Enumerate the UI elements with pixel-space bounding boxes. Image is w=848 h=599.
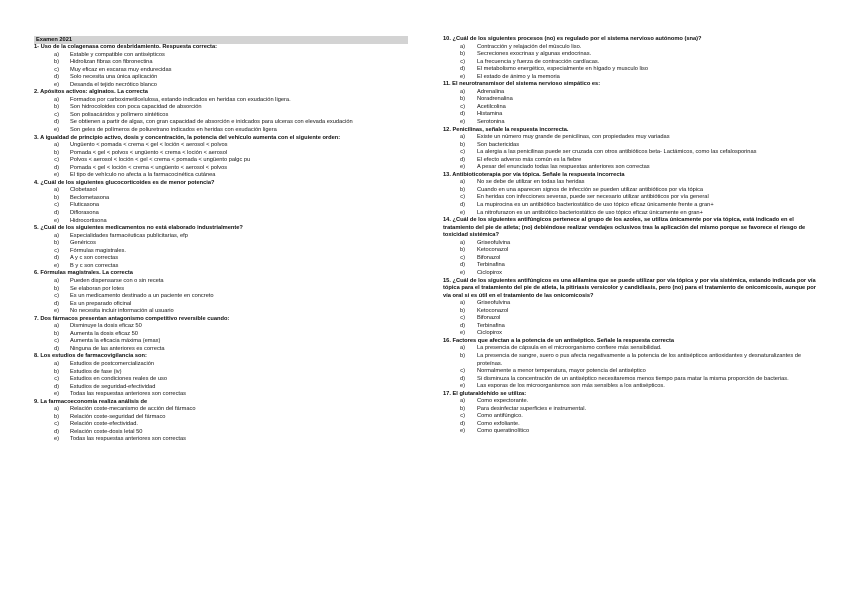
- option-letter: d): [459, 375, 465, 382]
- option-text: Ketoconazol: [477, 247, 509, 254]
- option-letter: c): [460, 368, 465, 375]
- option-text: Bifonazol: [477, 315, 501, 322]
- option-text: Ninguna de las anteriores es correcta: [70, 345, 165, 352]
- option-letter: c): [460, 194, 465, 201]
- answer-option: [443, 376, 817, 384]
- option-letter: a): [53, 232, 59, 239]
- option-text: No se debe de utilizar en todas las heridas: [477, 179, 585, 186]
- option-text: Especialidades farmacéuticas publicitarias, efp: [70, 232, 188, 239]
- option-text: Griseofulvina: [477, 300, 511, 307]
- option-letter: c): [460, 413, 465, 420]
- answer-option: [34, 233, 408, 241]
- answer-option: [34, 331, 408, 339]
- option-letter: d): [459, 262, 465, 269]
- answer-option: [34, 406, 408, 414]
- option-text: Desanda el tejido necrótico blanco: [70, 81, 157, 88]
- question-text: 5. ¿Cuál de los siguientes medicamentos no está elaborado industrialmente?: [34, 225, 243, 232]
- option-letter: a): [53, 96, 59, 103]
- option-letter: a): [459, 398, 465, 405]
- answer-option: [34, 384, 408, 392]
- option-text: La frecuencia y fuerza de contracción cardíacas.: [477, 58, 600, 65]
- option-text: Terbinafina: [477, 262, 505, 269]
- option-letter: d): [459, 156, 465, 163]
- option-letter: a): [459, 43, 465, 50]
- option-letter: b): [459, 141, 465, 148]
- answer-option: [34, 369, 408, 377]
- answer-option: [443, 353, 817, 368]
- option-letter: c): [460, 315, 465, 322]
- option-letter: e): [53, 127, 59, 134]
- option-text: Como queratinolítico: [477, 428, 530, 435]
- option-text: Estudios de seguridad-efectividad: [70, 383, 156, 390]
- answer-option: [34, 127, 408, 135]
- option-text: Terbinafina: [477, 322, 505, 329]
- answer-option: [443, 255, 817, 263]
- answer-option: [34, 308, 408, 316]
- answer-option: [443, 300, 817, 308]
- option-letter: a): [53, 323, 59, 330]
- option-text: No necesita incluir información al usuario: [70, 308, 174, 315]
- option-letter: b): [459, 247, 465, 254]
- option-letter: d): [53, 300, 59, 307]
- option-letter: e): [459, 428, 465, 435]
- option-text: El estado de ánimo y la memoria: [477, 73, 560, 80]
- answer-option: [34, 293, 408, 301]
- answer-option: [443, 413, 817, 421]
- option-letter: c): [460, 103, 465, 110]
- question-text: 7. Dos fármacos presentan antagonismo competitivo reversible cuando:: [34, 315, 230, 322]
- answer-option: [34, 263, 408, 271]
- answer-option: [34, 429, 408, 437]
- answer-option: [443, 398, 817, 406]
- right-question-list: [443, 36, 817, 436]
- option-text: Hidrolizan fibras con fibronectina: [70, 59, 153, 66]
- option-letter: c): [54, 247, 59, 254]
- option-text: La alergia a las penicilinas puede ser cruzada con otros antibióticos beta- Lactámicos, como las cefalosporinas: [477, 149, 757, 156]
- question-text: 1- Uso de la colagenasa como desbridamiento. Respuesta correcta:: [34, 44, 218, 50]
- option-letter: c): [54, 66, 59, 73]
- option-text: Ciclopirox: [477, 269, 502, 276]
- left-column: [34, 36, 408, 444]
- option-letter: e): [53, 262, 59, 269]
- answer-option: [34, 74, 408, 82]
- answer-option: [34, 361, 408, 369]
- option-letter: c): [54, 376, 59, 383]
- answer-option: [443, 194, 817, 202]
- answer-option: [34, 278, 408, 286]
- answer-option: [34, 104, 408, 112]
- question-text: 17. El glutaraldehído se utiliza:: [443, 390, 527, 397]
- option-text: Adrenalina: [477, 88, 505, 95]
- option-text: B y c son correctas: [70, 262, 119, 269]
- option-letter: b): [53, 104, 59, 111]
- answer-option: [34, 157, 408, 165]
- answer-option: [34, 172, 408, 180]
- option-text: A y c son correctas: [70, 255, 119, 262]
- answer-option: [443, 44, 817, 52]
- option-text: Es un medicamento destinado a un paciente en concreto: [70, 293, 214, 300]
- question-text: 15. ¿Cuál de los siguientes antifúngicos es una alilamina que se puede utilizar por vía tópica y por vía sistémica, estando indicada por vía tópica para el tratamiento del pie de atleta, la pitiriasis versicolor y candidiasis, pero (no) para el tratamiento de onicomicosis, aunque por vía oral si es útil en el tratamiento de las onicomicosis?: [443, 277, 816, 299]
- question-text: 10. ¿Cuál de los siguientes procesos (no) es regulado por el sistema nervioso autónomo (sna)?: [443, 36, 702, 42]
- option-text: Pueden dispensarse con o sin receta: [70, 277, 164, 284]
- option-letter: b): [53, 285, 59, 292]
- option-text: El tipo de vehículo no afecta a la farmacocinética cutánea: [70, 172, 216, 179]
- answer-option: [443, 406, 817, 414]
- answer-option: [443, 421, 817, 429]
- answer-option: [443, 96, 817, 104]
- option-text: Como exfoliante.: [477, 420, 520, 427]
- option-text: El efecto adverso más común es la fiebre: [477, 156, 582, 163]
- answer-option: [34, 150, 408, 158]
- option-letter: c): [54, 202, 59, 209]
- option-letter: e): [53, 81, 59, 88]
- option-letter: c): [54, 338, 59, 345]
- question-text: 6. Fórmulas magistrales. La correcta: [34, 270, 133, 277]
- answer-option: [443, 428, 817, 436]
- option-text: Ketoconazol: [477, 307, 509, 314]
- option-letter: b): [53, 149, 59, 156]
- option-letter: e): [53, 217, 59, 224]
- option-letter: b): [459, 51, 465, 58]
- answer-option: [34, 286, 408, 294]
- answer-option: [443, 59, 817, 67]
- answer-option: [34, 391, 408, 399]
- answer-option: [443, 111, 817, 119]
- question-text: 2. Apósitos activos: alginatos. La correcta: [34, 89, 148, 96]
- option-text: A pesar del enunciado todas las respuestas anteriores son correctas: [477, 164, 650, 171]
- answer-option: [443, 74, 817, 82]
- option-letter: e): [53, 172, 59, 179]
- answer-option: [443, 345, 817, 353]
- answer-option: [34, 67, 408, 75]
- answer-option: [34, 301, 408, 309]
- option-text: Relación coste-mecanismo de acción del fármaco: [70, 406, 196, 413]
- answer-option: [34, 82, 408, 90]
- option-text: La nitrofurazon es un antibiótico bacteriostático de uso tópico eficaz únicamente en gran+: [477, 209, 703, 216]
- option-text: Hidrocortisona: [70, 217, 107, 224]
- option-text: Se elaboran por lotes: [70, 285, 125, 292]
- option-text: Todas las respuestas anteriores son correctas: [70, 391, 187, 398]
- option-letter: c): [54, 293, 59, 300]
- option-letter: d): [459, 322, 465, 329]
- option-letter: e): [53, 391, 59, 398]
- answer-option: [34, 59, 408, 67]
- answer-option: [443, 330, 817, 338]
- answer-option: [443, 202, 817, 210]
- answer-option: [34, 248, 408, 256]
- answer-option: [443, 119, 817, 127]
- option-letter: e): [459, 119, 465, 126]
- option-text: Acetilcolina: [477, 103, 506, 110]
- question-text: 4. ¿Cuál de los siguientes glucocorticoides es de menor potencia?: [34, 179, 215, 186]
- answer-option: [34, 346, 408, 354]
- option-letter: b): [53, 413, 59, 420]
- question-text: 12. Penicilinas, señale la respuesta incorrecta.: [443, 126, 569, 133]
- option-text: Fórmulas magistrales.: [70, 247, 126, 254]
- option-letter: a): [53, 277, 59, 284]
- option-text: Formados por carboximetilcelulosa, estando indicados en heridas con exudación ligera.: [70, 96, 291, 103]
- option-letter: d): [53, 210, 59, 217]
- option-letter: d): [53, 119, 59, 126]
- answer-option: [34, 119, 408, 127]
- option-letter: b): [53, 330, 59, 337]
- option-text: Disminuye la dosis eficaz 50: [70, 323, 142, 330]
- option-letter: e): [459, 269, 465, 276]
- option-text: Son geles de polímeros de poliuretrano indicados en heridas con exudación ligera: [70, 127, 277, 134]
- answer-option: [34, 202, 408, 210]
- answer-option: [443, 247, 817, 255]
- option-letter: b): [459, 352, 465, 359]
- option-letter: a): [53, 360, 59, 367]
- answer-option: [443, 149, 817, 157]
- option-text: Contracción y relajación del músculo liso.: [477, 43, 582, 50]
- option-letter: e): [53, 308, 59, 315]
- option-letter: c): [460, 254, 465, 261]
- option-text: Estable y compatible con antisépticos: [70, 51, 165, 58]
- answer-option: [443, 187, 817, 195]
- option-letter: d): [53, 255, 59, 262]
- answer-option: [443, 142, 817, 150]
- answer-option: [443, 51, 817, 59]
- option-letter: d): [53, 345, 59, 352]
- answer-option: [34, 52, 408, 60]
- option-letter: e): [53, 436, 59, 443]
- option-letter: e): [459, 209, 465, 216]
- option-letter: a): [459, 179, 465, 186]
- option-text: Noradrenalina: [477, 96, 513, 103]
- option-text: Aumenta la dosis eficaz 50: [70, 330, 138, 337]
- answer-option: [443, 240, 817, 248]
- answer-option: [34, 187, 408, 195]
- option-text: Estudios de postcomercialización: [70, 360, 155, 367]
- answer-option: [443, 368, 817, 376]
- option-text: Normalmente a menor temperatura, mayor potencia del antiséptico: [477, 368, 646, 375]
- option-letter: d): [459, 66, 465, 73]
- option-letter: a): [53, 187, 59, 194]
- answer-option: [34, 97, 408, 105]
- answer-option: [443, 134, 817, 142]
- option-text: Aumenta la eficacia máxima (emax): [70, 338, 161, 345]
- left-question-list: [34, 44, 408, 444]
- option-text: El metabolismo energético, especialmente en hígado y musculo liso: [477, 66, 649, 73]
- option-text: Son bactericidas: [477, 141, 520, 148]
- answer-option: [34, 338, 408, 346]
- option-text: Griseofulvina: [477, 239, 511, 246]
- option-letter: c): [54, 421, 59, 428]
- option-text: Todas las respuestas anteriores son correctas: [70, 436, 187, 443]
- answer-option: [443, 164, 817, 172]
- option-letter: d): [459, 202, 465, 209]
- option-text: Para desinfectar superficies e instrumental.: [477, 405, 587, 412]
- option-letter: c): [460, 58, 465, 65]
- option-text: Estudios de fase (iv): [70, 368, 122, 375]
- option-text: Es un preparado oficinal: [70, 300, 132, 307]
- answer-option: [34, 421, 408, 429]
- answer-option: [34, 210, 408, 218]
- option-text: Diflorasona: [70, 210, 99, 217]
- question-text: 16. Factores que afectan a la potencia de un antiséptico. Señale la respuesta correcta: [443, 337, 675, 344]
- option-letter: a): [53, 406, 59, 413]
- option-letter: e): [459, 383, 465, 390]
- answer-option: [34, 255, 408, 263]
- option-text: Las esporas de los microorganismos son más sensibles a los antisépticos.: [477, 383, 665, 390]
- option-text: Pomada < gel < loción < crema < ungüento < aerosol < polvos: [70, 164, 228, 171]
- answer-option: [34, 323, 408, 331]
- option-letter: c): [54, 157, 59, 164]
- answer-option: [34, 112, 408, 120]
- option-letter: a): [459, 345, 465, 352]
- option-text: Polvos < aerosol < loción < gel < crema < pomada < ungüento palgc pu: [70, 157, 251, 164]
- question-text: 8. Los estudios de farmacovigilancia son:: [34, 353, 147, 360]
- answer-option: [34, 165, 408, 173]
- option-letter: b): [459, 307, 465, 314]
- option-text: Ciclopirox: [477, 330, 502, 337]
- answer-option: [443, 383, 817, 391]
- option-text: Relación coste-efectividad.: [70, 421, 138, 428]
- option-text: La presencia de sangre, suero o pus afecta negativamente a la potencia de los antisépticos antioxidantes y desnaturalizantes de proteínas.: [477, 352, 802, 367]
- option-text: Son polisacáridos y polímero sintéticos: [70, 111, 169, 118]
- option-text: Bifonazol: [477, 254, 501, 261]
- option-text: Fluticasona: [70, 202, 100, 209]
- option-text: Ungüento < pomada < crema < gel < loción < aerosol < polvos: [70, 142, 228, 149]
- option-text: Relación coste-seguridad del fármaco: [70, 413, 166, 420]
- option-letter: e): [459, 73, 465, 80]
- option-text: Serotonina: [477, 119, 505, 126]
- option-text: Secreciones exocrinas y algunas endocrinas.: [477, 51, 592, 58]
- option-letter: a): [459, 88, 465, 95]
- option-letter: a): [459, 239, 465, 246]
- option-text: Si disminuza la concentración de un antiséptico necesitaremos menos tiempo para matar la misma proporción de bacterias.: [477, 375, 789, 382]
- answer-option: [443, 157, 817, 165]
- option-letter: b): [459, 186, 465, 193]
- answer-option: [34, 195, 408, 203]
- option-text: Como expectorante.: [477, 398, 529, 405]
- right-column: [443, 36, 817, 436]
- answer-option: [34, 414, 408, 422]
- answer-option: [34, 142, 408, 150]
- option-text: Se obtienen a partir de algas, con gran capacidad de absorción e inidcados para ulceras con elevada exudación: [70, 119, 353, 126]
- answer-option: [443, 270, 817, 278]
- option-letter: e): [459, 164, 465, 171]
- answer-option: [443, 66, 817, 74]
- answer-option: [443, 323, 817, 331]
- option-letter: b): [53, 194, 59, 201]
- option-letter: b): [53, 59, 59, 66]
- option-text: Relación coste-dosis letal 50: [70, 428, 143, 435]
- question-text: 9. La farmacoeconomía realiza análisis de: [34, 398, 148, 405]
- option-text: Como antifúngico.: [477, 413, 523, 420]
- option-letter: a): [459, 134, 465, 141]
- answer-option: [443, 262, 817, 270]
- exam-title: Examen 2021: [34, 36, 408, 44]
- option-text: La mupirocina es un antibiótico bacteriostático de uso tópico eficaz únicamente frente a gran+: [477, 202, 714, 209]
- answer-option: [443, 104, 817, 112]
- option-letter: b): [53, 368, 59, 375]
- option-text: Histamina: [477, 111, 503, 118]
- option-letter: b): [459, 96, 465, 103]
- option-text: La presencia de cápsula en el microorganismo confiere más sensibilidad.: [477, 345, 662, 352]
- option-letter: d): [53, 164, 59, 171]
- option-text: Cuando en una aparecen signos de infección se pueden utilizar antibióticos por vía tópica: [477, 186, 704, 193]
- option-text: Beclometasona: [70, 194, 110, 201]
- option-letter: b): [53, 240, 59, 247]
- option-letter: a): [459, 300, 465, 307]
- option-letter: d): [53, 428, 59, 435]
- answer-option: [443, 179, 817, 187]
- answer-option: [34, 218, 408, 226]
- option-letter: a): [53, 142, 59, 149]
- option-letter: d): [53, 74, 59, 81]
- question-text: 13. Antibioticoterapia por vía tópica. Señale la respuesta incorrecta: [443, 171, 625, 178]
- option-letter: e): [459, 330, 465, 337]
- option-letter: b): [459, 405, 465, 412]
- answer-option: [443, 308, 817, 316]
- question-text: 3. A igualdad de principio activo, dosis y concentración, la potencia del vehículo aumenta con el siguiente orden:: [34, 134, 341, 141]
- answer-option: [34, 240, 408, 248]
- question-text: 14. ¿Cuál de los siguientes antifúngicos pertenece al grupo de los azoles, se utiliza únicamente por vía tópica, está indicado en el tratamiento del pie de atleta; (no) debiéndose realizar vendajes oclusivos tras la aplicación del mismo porque se favorece el riesgo de toxicidad sistémica?: [443, 217, 806, 239]
- option-text: Muy eficaz en escaras muy endurecidas: [70, 66, 172, 73]
- option-text: Pomada < gel < polvos < ungüento < crema < loción < aerosol: [70, 149, 228, 156]
- option-text: En heridas con infecciones severas, puede ser necesario utilizar antibióticos por vía general: [477, 194, 709, 201]
- answer-option: [34, 376, 408, 384]
- answer-option: [34, 436, 408, 444]
- answer-option: [443, 315, 817, 323]
- option-text: Solo necesita una única aplicación: [70, 74, 158, 81]
- option-letter: c): [460, 149, 465, 156]
- option-letter: c): [54, 111, 59, 118]
- option-letter: a): [53, 51, 59, 58]
- question-text: 11. El neurotransmisor del sistema nervioso simpático es:: [443, 81, 601, 88]
- option-text: Genéricos: [70, 240, 96, 247]
- option-text: Clobetasol: [70, 187, 97, 194]
- option-letter: d): [459, 420, 465, 427]
- option-text: Existe un número muy grande de penicilinas, con propiedades muy variadas: [477, 134, 670, 141]
- option-text: Estudios en condiciones reales de uso: [70, 376, 168, 383]
- answer-option: [443, 89, 817, 97]
- answer-option: [443, 210, 817, 218]
- option-letter: d): [459, 111, 465, 118]
- option-text: Son hidrocoloides con poca capacidad de absorción: [70, 104, 202, 111]
- option-letter: d): [53, 383, 59, 390]
